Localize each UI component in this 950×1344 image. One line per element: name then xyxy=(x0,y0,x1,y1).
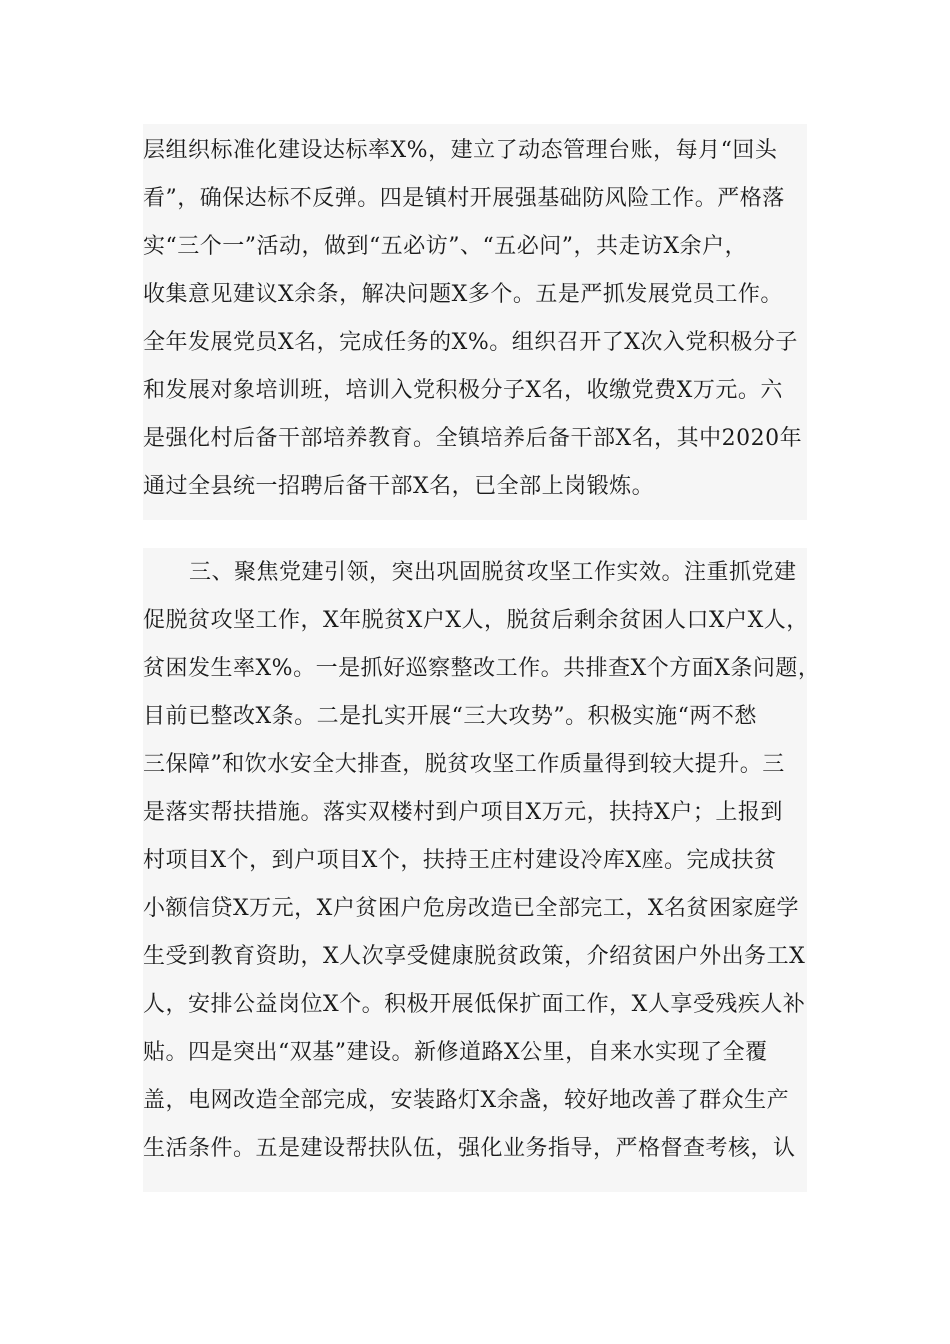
paragraph-1-line-8: 通过全县统一招聘后备干部X名，已全部上岗锻炼。 xyxy=(143,474,655,499)
paragraph-2-line-11: 贴。四是突出“双基”建设。新修道路X公里，自来水实现了全覆 xyxy=(143,1040,768,1065)
paragraph-2-line-10: 人，安排公益岗位X个。积极开展低保扩面工作，X人享受残疾人补 xyxy=(143,992,806,1017)
paragraph-1-line-1: 层组织标准化建设达标率X%，建立了动态管理台账，每月“回头 xyxy=(143,138,778,163)
paragraph-2-line-4: 目前已整改X条。二是扎实开展“三大攻势”。积极实施“两不愁 xyxy=(143,704,757,729)
paragraph-1-line-4: 收集意见建议X余条，解决问题X多个。五是严抓发展党员工作。 xyxy=(143,282,783,307)
paragraph-1-line-5: 全年发展党员X名，完成任务的X%。组织召开了X次入党积极分子 xyxy=(143,330,798,355)
paragraph-2-line-8: 小额信贷X万元，X户贫困户危房改造已全部完工，X名贫困家庭学 xyxy=(143,896,799,921)
paragraph-2-line-5: 三保障”和饮水安全大排查，脱贫攻坚工作质量得到较大提升。三 xyxy=(143,752,785,777)
paragraph-2-line-6: 是落实帮扶措施。落实双楼村到户项目X万元，扶持X户；上报到 xyxy=(143,800,783,825)
paragraph-1-line-6: 和发展对象培训班，培训入党积极分子X名，收缴党费X万元。六 xyxy=(143,378,783,403)
paragraph-2-line-12: 盖，电网改造全部完成，安装路灯X余盏，较好地改善了群众生产 xyxy=(143,1088,790,1113)
paragraph-2-line-7: 村项目X个，到户项目X个，扶持王庄村建设冷库X座。完成扶贫 xyxy=(143,848,777,873)
paragraph-1-line-3: 实“三个一”活动，做到“五必访”、“五必问”，共走访X余户， xyxy=(143,234,748,259)
paragraph-2-line-13: 生活条件。五是建设帮扶队伍，强化业务指导，严格督查考核，认 xyxy=(143,1136,796,1161)
paragraph-2-line-3: 贫困发生率X%。一是抓好巡察整改工作。共排查X个方面X条问题， xyxy=(143,656,821,681)
paragraph-1 xyxy=(143,124,807,520)
paragraph-2-line-9: 生受到教育资助，X人次享受健康脱贫政策，介绍贫困户外出务工X xyxy=(143,944,806,969)
paragraph-2 xyxy=(143,548,821,1192)
paragraph-1-line-7: 是强化村后备干部培养教育。全镇培养后备干部X名，其中2020年 xyxy=(143,426,803,451)
paragraph-2-line-1: 三、聚焦党建引领，突出巩固脱贫攻坚工作实效。注重抓党建 xyxy=(189,560,797,585)
paragraph-2-line-2: 促脱贫攻坚工作，X年脱贫X户X人，脱贫后剩余贫困人口X户X人， xyxy=(143,608,809,633)
paragraph-1-line-2: 看”，确保达标不反弹。四是镇村开展强基础防风险工作。严格落 xyxy=(143,186,785,211)
